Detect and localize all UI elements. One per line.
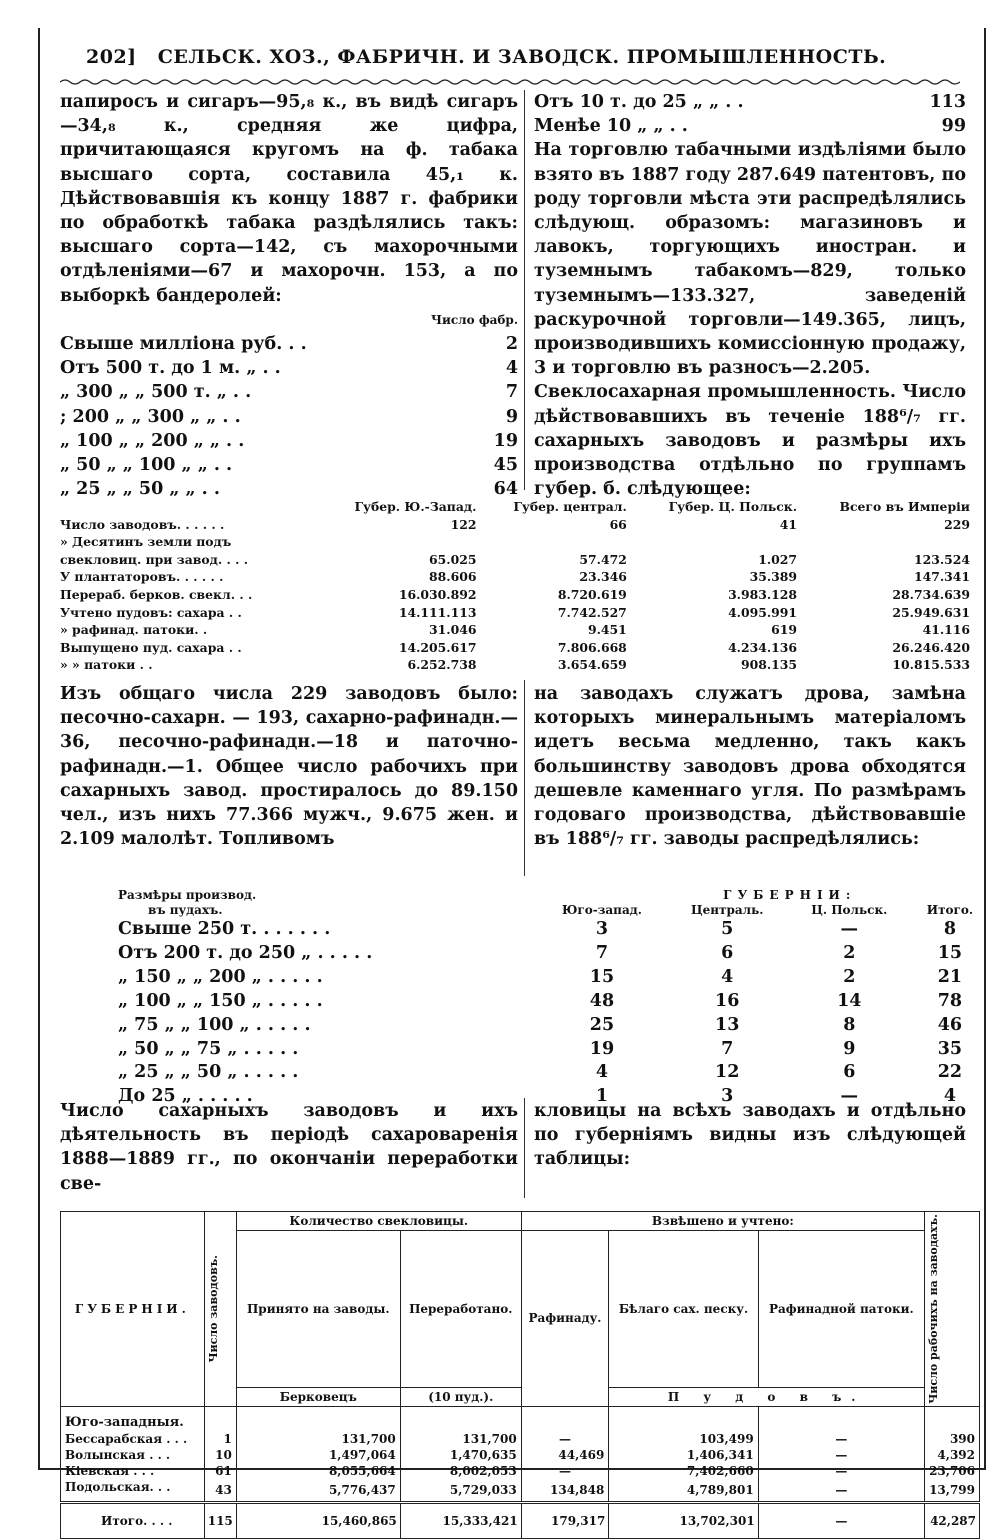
table-row: До 25 „ . . . . . 1 3 — 4 [118,1086,956,1107]
table-header-row: въ пудахъ. Юго-запад. Централь. Ц. Польск. Итого. [148,903,974,917]
column-divider-2 [524,680,525,876]
table-header-row: Берковецъ (10 пуд.). П у д о в ъ. [61,1387,980,1406]
right-column-2 [534,682,966,851]
table-row: свекловиц. при завод. . . . 65.025 57.472 1.027 123.524 [60,551,970,567]
table-row: Отъ 500 т. до 1 м. „ . . 4 [60,358,518,379]
table-row: „ 50 „ „ 75 „ . . . . . 19 7 9 35 [118,1038,963,1059]
right-border [984,28,986,1470]
column-divider-3 [524,1098,525,1198]
table-row: Отъ 10 т. до 25 „ „ . . 113 [534,92,966,112]
sugar-regions-table [60,498,970,674]
page [38,28,986,1528]
factories-count-head: Число фабр. [431,312,518,327]
left-column-3 [60,1099,518,1196]
table-row: У плантаторовъ. . . . . . 88.606 23.346 35.389 147.341 [60,569,970,585]
table-row: Подольская. . . 43 5,776,437 5,729,033 134,848 4,789,801 — 13,799 [61,1479,980,1503]
table-row: » » патоки . . 6.252.738 3.654.659 908.135 10.815.533 [60,657,970,673]
right-column-3 [534,1099,966,1172]
factories-table-continued [534,90,966,138]
table-row: Учтено пудовъ: сахара . . 14.111.113 7.742.527 4.095.991 25.949.631 [60,604,970,620]
factories-table [60,332,518,501]
left-column-1 [60,90,518,501]
paragraph-patents: На торговлю табачными издѣліями было взято въ 1887 году 287.649 патентовъ, по роду торговли мѣста эти распредѣлялись слѣдующ. образомъ: магазиновъ и лавокъ, торгующихъ иностран. и туземнымъ табакомъ—829, только туземнымъ—133.327, заведеній раскурочной торговли—149.365, лицъ, производившихъ комиссіонную продажу, 3 и торговлю въ разносъ—2.205. [534,140,966,379]
table-total-row: Итого. . . . 115 15,460,865 15,333,421 179,317 13,702,301 — 42,287 [61,1502,980,1538]
table-row: Волынская . . . 10 1,497,064 1,470,635 44,469 1,406,341 — 4,392 [61,1447,980,1463]
table-row: „ 100 „ „ 150 „ . . . . . 48 16 14 78 [118,990,963,1011]
table-row: „ 300 „ „ 500 т. „ . . 7 [60,382,518,403]
table-row: „ 50 „ „ 100 „ „ . . 45 [60,455,518,476]
table-header-row: ГУБЕРНІИ. Число заводовъ. Количество свекловицы. Взвѣшено и учтено: Число рабочихъ на заводахъ. [61,1212,980,1231]
column-divider-1 [524,90,525,490]
table-row: Число заводовъ. . . . . . 122 66 41 229 [60,516,970,532]
paragraph-sugar-season: Число сахарныхъ заводовъ и ихъ дѣятельность въ періодѣ сахароваренія 1888—1889 гг., по окончаніи переработки све- [60,1101,518,1194]
paragraph-tobacco: папиросъ и сигаръ—95,₈ к., въ видѣ сигаръ—34,₈ к., средняя же цифра, причитающаяся кругомъ на ф. табака высшаго сорта, составила 45,₁ к. Дѣйствовавшія къ концу 1887 г. фабрики по обработкѣ табака раздѣлялись такъ: высшаго сорта—142, съ махорочными отдѣленіями—67 и махорочн. 153, а по выборкѣ бандеролей: [60,92,518,306]
table-row: Менѣе 10 „ „ . . 99 [534,116,966,137]
paragraph-sugar-industry: Свеклосахарная промышленность. Число дѣйствовавшихъ въ теченіе 188⁶/₇ гг. сахарныхъ заводовъ и размѣры ихъ производства отдѣльно по группамъ губер. б. слѣдующее: [534,382,966,500]
table-row: Юго-западныя. [61,1406,980,1431]
sugar-factories-table [60,1211,980,1539]
page-header [86,46,886,68]
table-row: » рафинад. патоки. . 31.046 9.451 619 41.116 [60,622,970,638]
header-wavy-rule [60,78,960,86]
paragraph-table-intro: кловицы на всѣхъ заводахъ и отдѣльно по губерніямъ видны изъ слѣдующей таблицы: [534,1101,966,1170]
table-header-row: Губер. Ю.-Запад. Губер. централ. Губер. Ц. Польск. Всего въ Имперіи [354,499,970,514]
right-column-1 [534,90,966,501]
table-row: „ 100 „ „ 200 „ „ . . 19 [60,430,518,451]
left-column-2 [60,682,518,851]
paragraph-fuel: на заводахъ служатъ дрова, замѣна которыхъ минеральнымъ матеріаломъ идетъ весьма медленно, такъ какъ большинству заводовъ дрова обходятся дешевле каменнаго угля. По размѣрамъ годоваго производства, дѣйствовавшіе въ 188⁶/₇ гг. заводы распредѣлялись: [534,684,966,850]
table-row: „ 75 „ „ 100 „ . . . . . 25 13 8 46 [118,1014,963,1035]
paragraph-workers: Изъ общаго числа 229 заводовъ было: песочно-сахарн. — 193, сахарно-рафинадн.—36, песочно-рафинадн.—18 и паточно-рафинадн.—1. Общее число рабочихъ при сахарныхъ завод. простиралось до 89.150 чел., изъ нихъ 77.366 мужч., 9.675 жен. и 2.109 малолѣт. Топливомъ [60,684,518,850]
table-row: Отъ 200 т. до 250 „ . . . . . 7 6 2 15 [118,942,963,963]
table-row: Выпущено пуд. сахара . . 14.205.617 7.806.668 4.234.136 26.246.420 [60,639,970,655]
table-row: Кіевская . . . 61 8,055,664 8,002,053 — 7,402,660 — 23,706 [61,1463,980,1479]
left-border [38,28,40,1470]
table-row: Свыше 250 т. . . . . . . 3 5 — 8 [118,919,956,939]
table-row: Свыше милліона руб. . . 2 [60,334,518,355]
table-header-row: Принято на заводы. Переработано. Рафинаду. Бѣлаго сах. песку. Рафинадной патоки. [61,1231,980,1388]
table-row: „ 150 „ „ 200 „ . . . . . 15 4 2 21 [118,966,963,987]
table-row: Перераб. берков. свекл. . . 16.030.892 8.720.619 3.983.128 28.734.639 [60,586,970,602]
table-row: ; 200 „ „ 300 „ „ . . 9 [60,406,518,427]
table-row: » Десятинъ земли подъ [60,534,232,550]
table-row: Бессарабская . . . 1 131,700 131,700 — 103,499 — 390 [61,1431,980,1447]
table-header-row: Размѣры производ. ГУБЕРНІИ: [118,888,857,902]
page-number: 202] [86,46,137,68]
table-row: „ 25 „ „ 50 „ „ . . 64 [60,479,518,500]
table-row: „ 25 „ „ 50 „ . . . . . 4 12 6 22 [118,1062,963,1083]
production-size-table [118,888,988,1109]
running-title: СЕЛЬСК. ХОЗ., ФАБРИЧН. И ЗАВОДСК. ПРОМЫШЛЕННОСТЬ. [157,46,887,68]
